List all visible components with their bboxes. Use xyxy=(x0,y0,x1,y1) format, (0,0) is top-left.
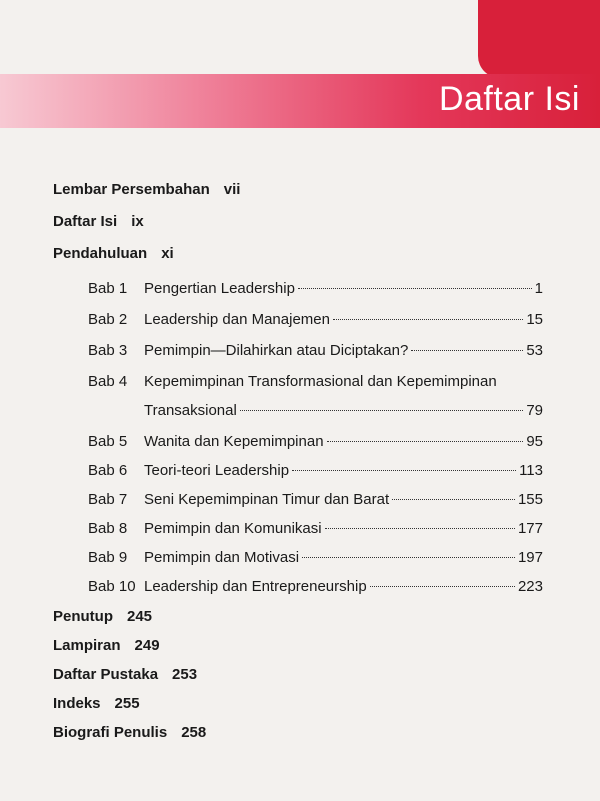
chapter-title-line2: Transaksional xyxy=(144,402,237,419)
chapter-title: Pemimpin dan Motivasi xyxy=(144,549,300,566)
toc-entry-biografi-penulis[interactable] xyxy=(53,724,206,741)
toc-chapter-4[interactable] xyxy=(88,373,497,390)
toc-chapter-7[interactable] xyxy=(88,491,543,508)
chapter-page: 15 xyxy=(526,311,543,328)
toc-entry-title: Lembar Persembahan xyxy=(53,181,210,198)
dot-leader xyxy=(333,319,523,320)
chapter-title: Pengertian Leadership xyxy=(144,280,295,297)
chapter-page: 79 xyxy=(526,402,543,419)
chapter-page: 113 xyxy=(519,462,543,479)
chapter-page: 155 xyxy=(517,491,543,508)
dot-leader xyxy=(392,499,515,500)
toc-entry-page: ix xyxy=(131,213,144,230)
toc-entry-lembar-persembahan[interactable] xyxy=(53,181,240,198)
toc-entry-title: Indeks xyxy=(53,695,101,712)
toc-entry-page: 255 xyxy=(114,695,140,712)
toc-entry-page: 258 xyxy=(181,724,207,741)
chapter-number: Bab 4 xyxy=(88,373,128,390)
toc-chapter-1[interactable] xyxy=(88,280,543,297)
toc-entry-title: Daftar Isi xyxy=(53,213,118,230)
chapter-title-line1: Kepemimpinan Transformasional dan Kepemimpinan xyxy=(144,373,497,390)
chapter-page: 177 xyxy=(517,520,543,537)
chapter-title: Wanita dan Kepemimpinan xyxy=(144,433,324,450)
toc-entry-title: Daftar Pustaka xyxy=(53,666,159,683)
toc-chapter-2[interactable] xyxy=(88,311,543,328)
dot-leader xyxy=(411,350,523,351)
toc-chapter-9[interactable] xyxy=(88,549,543,566)
toc-entry-page: xi xyxy=(161,245,174,262)
dot-leader xyxy=(327,441,524,442)
chapter-title: Teori-teori Leadership xyxy=(144,462,290,479)
toc-entry-daftar-isi[interactable] xyxy=(53,213,144,230)
chapter-title: Pemimpin dan Komunikasi xyxy=(144,520,322,537)
chapter-number: Bab 10 xyxy=(88,578,136,595)
toc-entry-title: Lampiran xyxy=(53,637,121,654)
page-title: Daftar Isi xyxy=(438,80,580,118)
dot-leader xyxy=(302,557,515,558)
chapter-number: Bab 6 xyxy=(88,462,128,479)
chapter-number: Bab 7 xyxy=(88,491,128,508)
chapter-number: Bab 9 xyxy=(88,549,128,566)
toc-chapter-10[interactable] xyxy=(88,578,543,595)
chapter-page: 53 xyxy=(526,342,543,359)
dot-leader xyxy=(370,586,515,587)
chapter-number: Bab 3 xyxy=(88,342,128,359)
toc-entry-daftar-pustaka[interactable] xyxy=(53,666,197,683)
toc-chapter-3[interactable] xyxy=(88,342,543,359)
dot-leader xyxy=(292,470,516,471)
toc-chapter-6[interactable] xyxy=(88,462,543,479)
chapter-title: Seni Kepemimpinan Timur dan Barat xyxy=(144,491,390,508)
chapter-page: 95 xyxy=(526,433,543,450)
toc-entry-title: Pendahuluan xyxy=(53,245,148,262)
toc-entry-page: vii xyxy=(223,181,241,198)
toc-entry-pendahuluan[interactable] xyxy=(53,245,174,262)
chapter-title: Pemimpin—Dilahirkan atau Diciptakan? xyxy=(144,342,409,359)
chapter-number: Bab 5 xyxy=(88,433,128,450)
toc-entry-page: 249 xyxy=(134,637,160,654)
toc-entry-title: Biografi Penulis xyxy=(53,724,168,741)
chapter-page: 1 xyxy=(534,280,543,297)
chapter-number: Bab 2 xyxy=(88,311,128,328)
toc-entry-lampiran[interactable] xyxy=(53,637,160,654)
chapter-title: Leadership dan Entrepreneurship xyxy=(144,578,367,595)
chapter-title: Leadership dan Manajemen xyxy=(144,311,330,328)
toc-entry-title: Penutup xyxy=(53,608,113,625)
toc-entry-page: 253 xyxy=(172,666,198,683)
toc-chapter-5[interactable] xyxy=(88,433,543,450)
chapter-number: Bab 8 xyxy=(88,520,128,537)
chapter-page: 197 xyxy=(517,549,543,566)
toc-entry-indeks[interactable] xyxy=(53,695,140,712)
chapter-number: Bab 1 xyxy=(88,280,128,297)
dot-leader xyxy=(325,528,515,529)
toc-chapter-4-continued[interactable] xyxy=(144,402,543,419)
toc-entry-page: 245 xyxy=(127,608,153,625)
toc-entry-penutup[interactable] xyxy=(53,608,152,625)
chapter-page: 223 xyxy=(517,578,543,595)
dot-leader xyxy=(240,410,523,411)
dot-leader xyxy=(298,288,532,289)
toc-chapter-8[interactable] xyxy=(88,520,543,537)
